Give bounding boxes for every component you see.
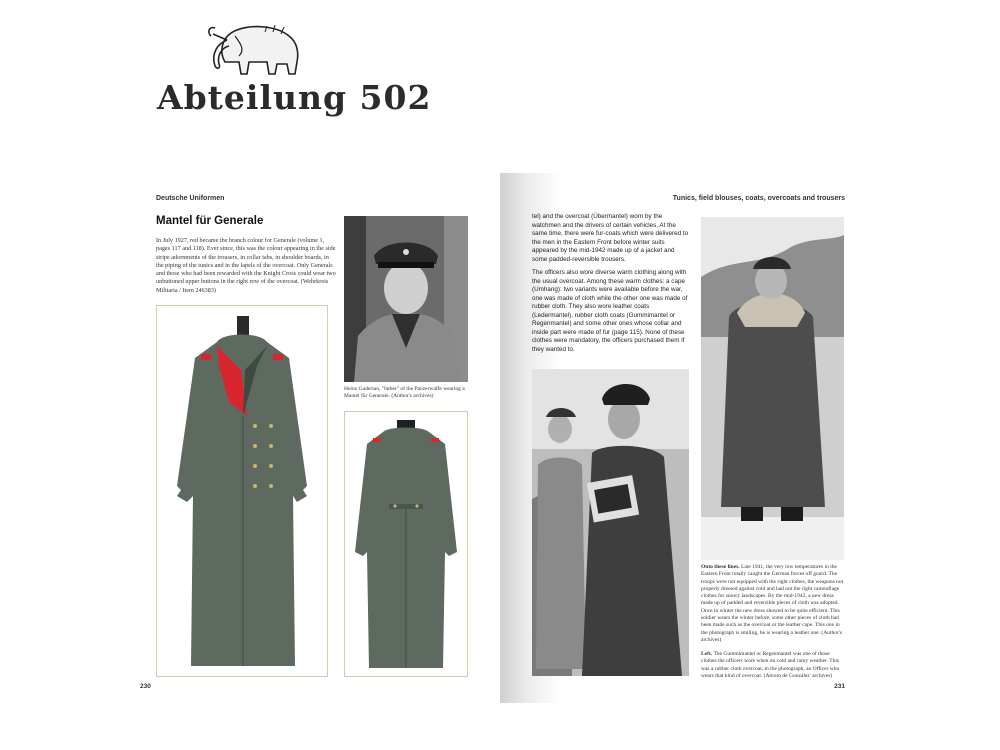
fur-coat-caption	[701, 564, 844, 644]
rubber-coat-caption-text: The Gummimantel or Regenmantel was one of those clothes the officers wore when on cold and rainy weather. This was a rubber cloth overcoat, in the photograph, an Officer who wears that kind of overcoat. (Amoro de González' archives)	[701, 651, 840, 679]
coat-back-image	[345, 412, 467, 676]
page-header: Deutsche Uniformen	[156, 195, 225, 202]
right-paragraph-1: tel) and the overcoat (Übermantel) worn by the watchmen and the drivers of certain vehicles. At the same time, there were fur-coats which were delivered to the men in the Eastern Front before winter suits appeared by the mid-1942 made up of a jacket and some padded-reversible trousers.	[532, 213, 689, 263]
rubber-coat-photo	[532, 369, 689, 676]
coat-front-frame	[156, 305, 328, 677]
mammoth-icon	[205, 22, 305, 78]
page-number-right: 231	[834, 683, 845, 690]
logo-text: Abteilung 502	[157, 78, 432, 117]
intro-paragraph: In July 1927, red became the branch colour for Generale (volume 1, pages 117 and 118). Ever since, this was the colour appearing in the side stripe adornments of the trousers, in collar tabs, in shoulder boards, in the piping of the tunics and in the lapels of the overcoat. Only Generals and those who had been rewarded with the Knight Cross could wear two unbuttoned upper buttons in the right row of the overcoat. (Wehrkreis Militaria / Item 246383)	[156, 237, 336, 294]
fur-coat-photo	[701, 217, 844, 560]
section-title: Mantel für Generale	[156, 215, 264, 227]
right-paragraph-2: The officers also wore diverse warm clothing along with the usual overcoat. Among these warm clothes: a cape (Umhang): two variants were available before the war, one was made of cloth while the other one was made of rubber cloth. They also wore leather coats (Ledermantel), rubber cloth coats (Gummimantel or Regenmantel) and some other ones whose collar and inside part were made of fur (page 115). None of these clothes were mandatory, the officers purchased them if they wanted to.	[532, 269, 688, 353]
right-page	[500, 173, 847, 703]
left-page	[140, 173, 480, 703]
page-number-left: 230	[140, 683, 151, 690]
rubber-coat-caption	[701, 651, 844, 680]
portrait-caption: Heinz Guderian, "father" of the Panzerwaffe wearing a Mantel für Generale. (Author's archives)	[344, 386, 465, 400]
fur-coat-caption-lead: Onto these lines.	[701, 564, 740, 570]
coat-back-frame	[344, 411, 468, 677]
portrait-photo	[344, 216, 468, 382]
fur-coat-caption-text: Late 1941, the very low temperatures in the Eastern Front totally caught the German forces off guard. The troops were not equipped with the right clothes, the weapons not properly dressed against cold and had not the right camouflage clothes for snowy landscapes. By the mid-1942, a new dress made up of padded and reversible pieces of cloth was adopted. Once in winter the new dress showed to be quite efficient. This soldier wears the winter before, some other pieces of cloth had been made such as the overcoat or the leather cape. This one in the photograph is smiling, he is wearing a leather one. (Author's archives)	[701, 564, 844, 643]
coat-front-image	[157, 306, 327, 676]
page-header-right: Tunics, field blouses, coats, overcoats and trousers	[672, 195, 845, 202]
rubber-coat-caption-lead: Left.	[701, 651, 713, 657]
